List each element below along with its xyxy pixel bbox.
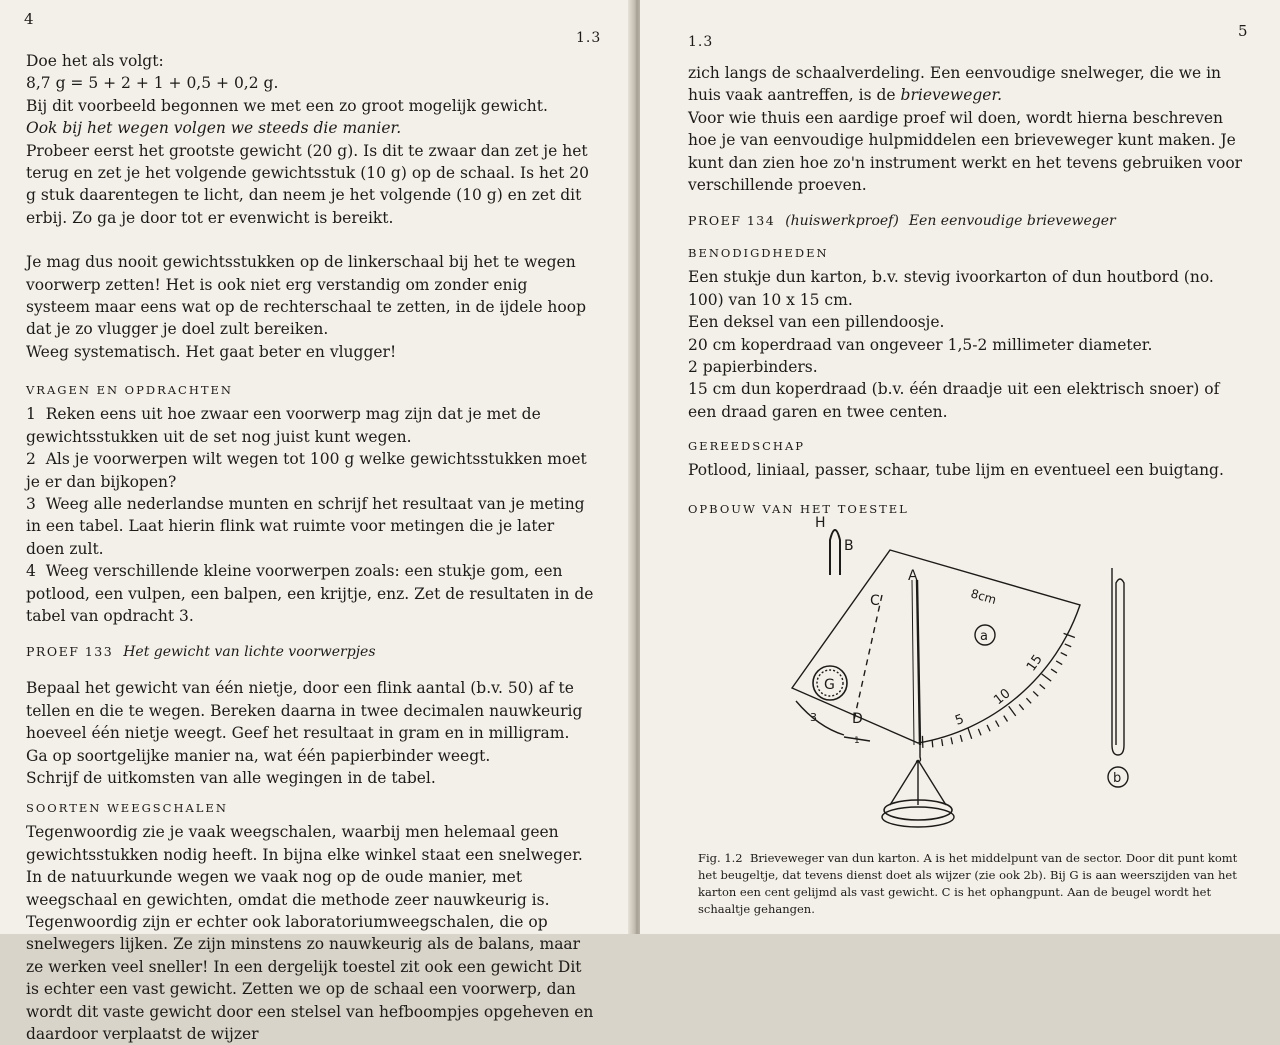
scale-tick [1056, 661, 1062, 665]
intro-line-1: Doe het als volgt: [26, 50, 596, 72]
proef-134-label: PROEF 134 [688, 213, 775, 228]
label-b-letter: b [1113, 771, 1121, 786]
scale-label-5: 5 [953, 712, 966, 729]
proef-133-text-2: Ga op soortgelijke manier na, wat één papierbinder weegt. [26, 745, 596, 767]
right-page [640, 0, 1280, 934]
proef-134-sub: (huiswerkproef) [785, 213, 899, 229]
soorten-text: Tegenwoordig zie je vaak weegschalen, waarbij men helemaal geen gewichtsstukken nodig heeft. In bijna elke winkel staat een snelweger. In de natuurkunde wegen we vaak nog op de oude manier, met weegschaal en gewichten, omdat die methode zeer nauwkeurig is. Tegenwoordig zijn er echter ook laboratoriumweegschalen, die op snelwegers lijken. Ze zijn minstens zo nauwkeurig als de balans, maar ze werken veel sneller! In een dergelijk toestel zit ook een gewicht Dit is echter een vast gewicht. Zetten we op de schaal een voorwerp, dan wordt dit vaste gewicht door een stelsel van hefboompjes opgeheven en daardoor verplaatst de wijzer [26, 821, 596, 1045]
scale-tick [942, 739, 943, 746]
scale-tick [996, 721, 999, 727]
proef-134-title: Een eenvoudige brieveweger [909, 213, 1116, 229]
dimension-8cm: 8cm [969, 586, 998, 607]
scale-label-15: 15 [1024, 652, 1046, 674]
hook-wire [830, 530, 840, 575]
scale-tick [1064, 633, 1075, 637]
scale-tick [932, 740, 933, 747]
left-page-number: 4 [24, 10, 34, 28]
pointer-wire [917, 580, 920, 745]
label-a: A [908, 568, 918, 584]
question-item: 2 Als je voorwerpen wilt wegen tot 100 g welke gewichtsstukken moet je er dan bijkopen? [26, 448, 596, 493]
gereedschap-text: Potlood, liniaal, passer, schaar, tube lijm en eventueel een buigtang. [688, 459, 1248, 481]
scale-tick [1061, 653, 1067, 656]
scale-tick [978, 729, 981, 735]
left-text-column [26, 50, 596, 1045]
scale-tick [1042, 674, 1052, 681]
dimension-1: 1 [854, 736, 860, 746]
right-section-number: 1.3 [688, 34, 713, 50]
italic-note: Ook bij het wegen volgen we steeds die manier. [26, 117, 596, 139]
question-item: 1 Reken eens uit hoe zwaar een voorwerp mag zijn dat je met de gewichtsstukken uit de set nog juist kunt wegen. [26, 403, 596, 448]
proef-133-text-3: Schrijf de uitkomsten van alle wegingen in de tabel. [26, 767, 596, 789]
dashed-line-cd [854, 595, 882, 720]
brieveweger-term: brieveweger. [901, 86, 1003, 104]
scale-tick [951, 737, 952, 744]
proef-133-text-1: Bepaal het gewicht van één nietje, door een flink aantal (b.v. 50) af te tellen en die te wegen. Bereken daarna in twee decimalen nauwkeurig hoeveel één nietje weegt. Geef het resultaat in gram en in milligram. [26, 677, 596, 744]
scale-tick [1040, 684, 1045, 689]
list-item: 15 cm dun koperdraad (b.v. één draadje uit een elektrisch snoer) of een draad garen en twee centen. [688, 378, 1248, 423]
soorten-heading: SOORTEN WEEGSCHALEN [26, 799, 596, 817]
scale-tick [1033, 691, 1038, 696]
caption-label: Fig. 1.2 [698, 851, 743, 865]
continued-text: zich langs de schaalverdeling. Een eenvoudige snelweger, die we in huis vaak aantreffen, is de brieveweger. [688, 62, 1248, 107]
scale-tick [960, 735, 962, 742]
label-c: C [870, 593, 880, 609]
intro-line-2: 8,7 g = 5 + 2 + 1 + 0,5 + 0,2 g. [26, 72, 596, 94]
list-item: 2 papierbinders. [688, 356, 1248, 378]
scale-tick [1026, 698, 1031, 703]
figure-caption [698, 850, 1240, 918]
proef-133-title: Het gewicht van lichte voorwerpjes [123, 644, 375, 660]
label-b: B [844, 538, 854, 554]
brieveweger-figure [780, 505, 1170, 835]
list-item: 20 cm koperdraad van ongeveer 1,5-2 millimeter diameter. [688, 334, 1248, 356]
scale-tick [1065, 644, 1071, 647]
label-a-letter: a [980, 629, 988, 644]
scale-tick [1009, 706, 1016, 716]
paragraph-2: Je mag dus nooit gewichtsstukken op de linkerschaal bij het te wegen voorwerp zetten! Het is ook niet erg verstandig om zonder enig systeem maar eens wat op de rechterschaal te zetten, in de ijdele hoop dat je zo vlugger je doel zult bereiken. [26, 251, 596, 341]
proef-134-heading [688, 210, 1248, 232]
left-section-number: 1.3 [576, 30, 601, 46]
scale-tick [1004, 716, 1008, 722]
scale-tick [1051, 669, 1057, 673]
opbouw-heading: OPBOUW VAN HET TOESTEL [688, 500, 1248, 518]
list-item: Een stukje dun karton, b.v. stevig ivoorkarton of dun houtbord (no. 100) van 10 x 15 cm. [688, 266, 1248, 311]
benodigdheden-heading: BENODIGDHEDEN [688, 244, 1248, 262]
caption-text: Brieveweger van dun karton. A is het middelpunt van de sector. Door dit punt komt het beugeltje, dat tevens dienst doet als wijzer (zie ook 2b). Bij G is aan weerszijden van het karton een cent gelijmd als vast gewicht. C is het ophangpunt. Aan de beugel wordt het schaaltje gehangen. [698, 851, 1237, 916]
paragraph-1: Probeer eerst het grootste gewicht (20 g). Is dit te zwaar dan zet je het terug en zet je het volgende gewichtsstuk (10 g) op de schaal. Is het 20 g stuk daarentegen te licht, dan neem je het volgende (10 g) en zet dit erbij. Zo ga je door tot er evenwicht is bereikt. [26, 140, 596, 230]
right-page-number: 5 [1238, 22, 1248, 40]
label-g: G [824, 677, 835, 693]
scale-tick [1019, 704, 1023, 709]
question-item: 3 Weeg alle nederlandse munten en schrijf het resultaat van je meting in een tabel. Laat hierin flink wat ruimte voor metingen die je later doen zult. [26, 493, 596, 560]
intro-line-3: Bij dit voorbeeld begonnen we met een zo groot mogelijk gewicht. [26, 95, 596, 117]
questions-heading: VRAGEN EN OPDRACHTEN [26, 381, 596, 399]
intro-paragraph: Voor wie thuis een aardige proef wil doen, wordt hierna beschreven hoe je van eenvoudige hulpmiddelen een brieveweger kunt maken. Je kunt dan zien hoe zo'n instrument werkt en het tevens gebruiken voor verschillende proeven. [688, 107, 1248, 197]
proef-133-heading [26, 641, 596, 663]
question-item: 4 Weeg verschillende kleine voorwerpen zoals: een stukje gom, een potlood, een vulpen, een balpen, een krijtje, enz. Zet de resultaten in de tabel van opdracht 3. [26, 560, 596, 627]
dimension-3: 3 [810, 711, 817, 724]
gereedschap-heading: GEREEDSCHAP [688, 437, 1248, 455]
side-view-wire [1112, 568, 1124, 755]
label-d: D [852, 711, 863, 727]
label-h: H [815, 515, 826, 531]
scale-tick [987, 725, 990, 731]
left-page [0, 0, 632, 934]
pan-strings [890, 760, 946, 805]
scale-tick [968, 728, 972, 739]
scale-label-10: 10 [991, 686, 1013, 708]
proef-133-label: PROEF 133 [26, 644, 113, 659]
dimension-3-arrow [796, 701, 844, 735]
karton-outline [792, 550, 1080, 743]
paragraph-3: Weeg systematisch. Het gaat beter en vlugger! [26, 341, 596, 363]
list-item: Een deksel van een pillendoosje. [688, 311, 1248, 333]
right-text-column [688, 62, 1248, 522]
